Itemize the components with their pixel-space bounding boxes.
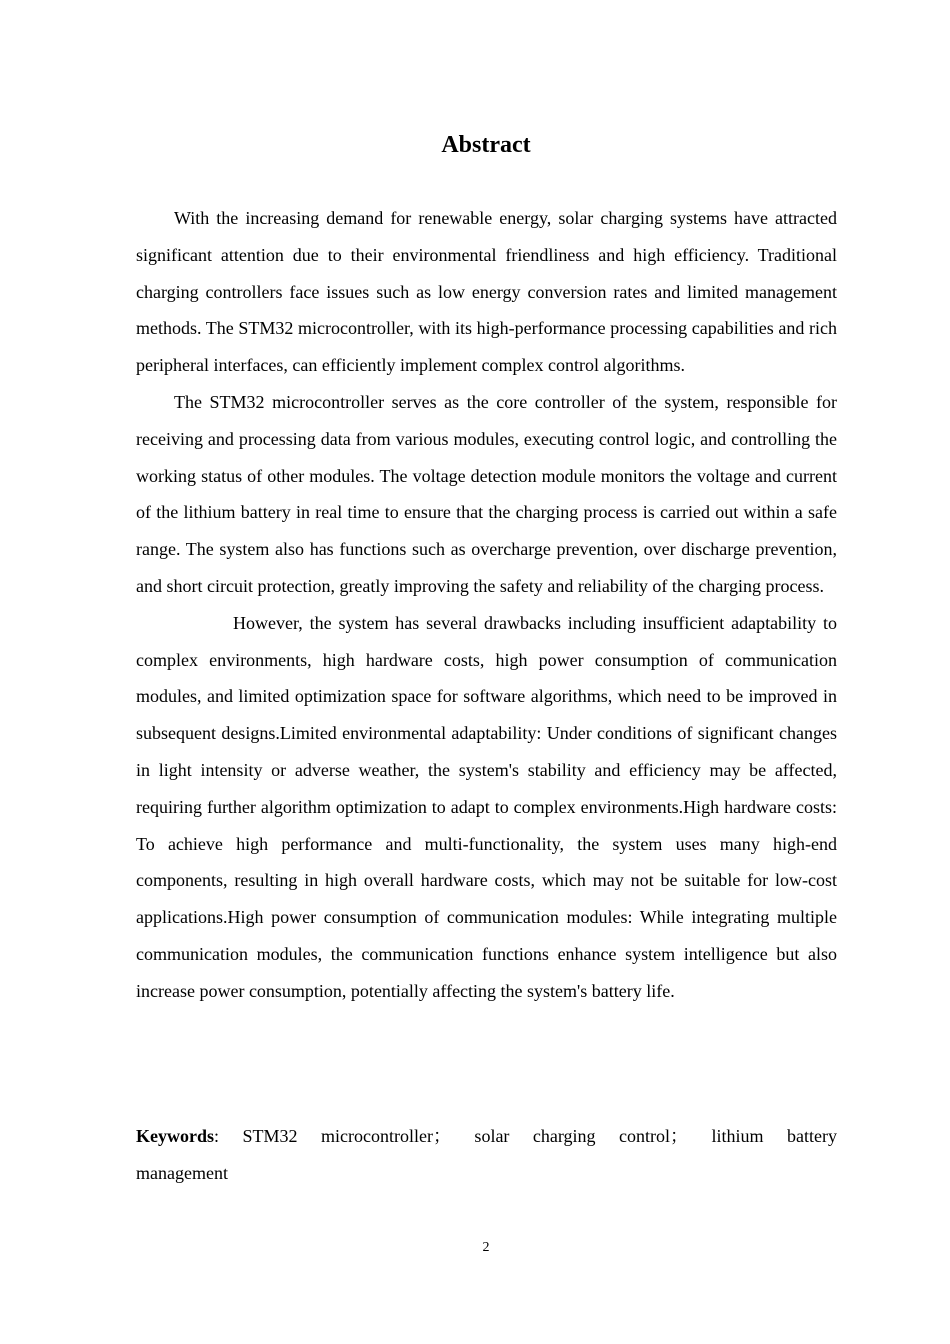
abstract-paragraph-1: With the increasing demand for renewable energy, solar charging systems have attracted significant attention due to their environmental friendliness and high efficiency. Traditional charging controllers face issues such as low energy conversion rates and limited management methods. The STM32 microcontroller, with its high-performance processing capabilities and rich peripheral interfaces, can efficiently implement complex control algorithms. [136, 208, 837, 376]
keywords-line [136, 1118, 837, 1192]
abstract-title: Abstract [441, 132, 531, 158]
abstract-paragraph-3: However, the system has several drawbacks including insufficient adaptability to complex environments, high hardware costs, high power consumption of communication modules, and limited optimization space for software algorithms, which need to be improved in subsequent designs.Limited environmental adaptability: Under conditions of significant changes in light intensity or adverse weather, the system's stability and efficiency may be affected, requiring further algorithm optimization to adapt to complex environments.High hardware costs: To achieve high performance and multi-functionality, the system uses many high-end components, resulting in high overall hardware costs, which may not be suitable for low-cost applications.High power consumption of communication modules: While integrating multiple communication modules, the communication functions enhance system intelligence but also increase power consumption, potentially affecting the system's battery life. [136, 612, 837, 1001]
keywords-text: : STM32 microcontroller； solar charging control； lithium battery management [136, 1126, 837, 1183]
abstract-body [136, 200, 837, 1010]
keywords-label: Keywords [136, 1126, 214, 1146]
page-number: 2 [482, 1240, 490, 1255]
abstract-paragraph-2: The STM32 microcontroller serves as the core controller of the system, responsible for receiving and processing data from various modules, executing control logic, and controlling the working status of other modules. The voltage detection module monitors the voltage and current of the lithium battery in real time to ensure that the charging process is carried out within a safe range. The system also has functions such as overcharge prevention, over discharge prevention, and short circuit protection, greatly improving the safety and reliability of the charging process. [136, 391, 837, 596]
